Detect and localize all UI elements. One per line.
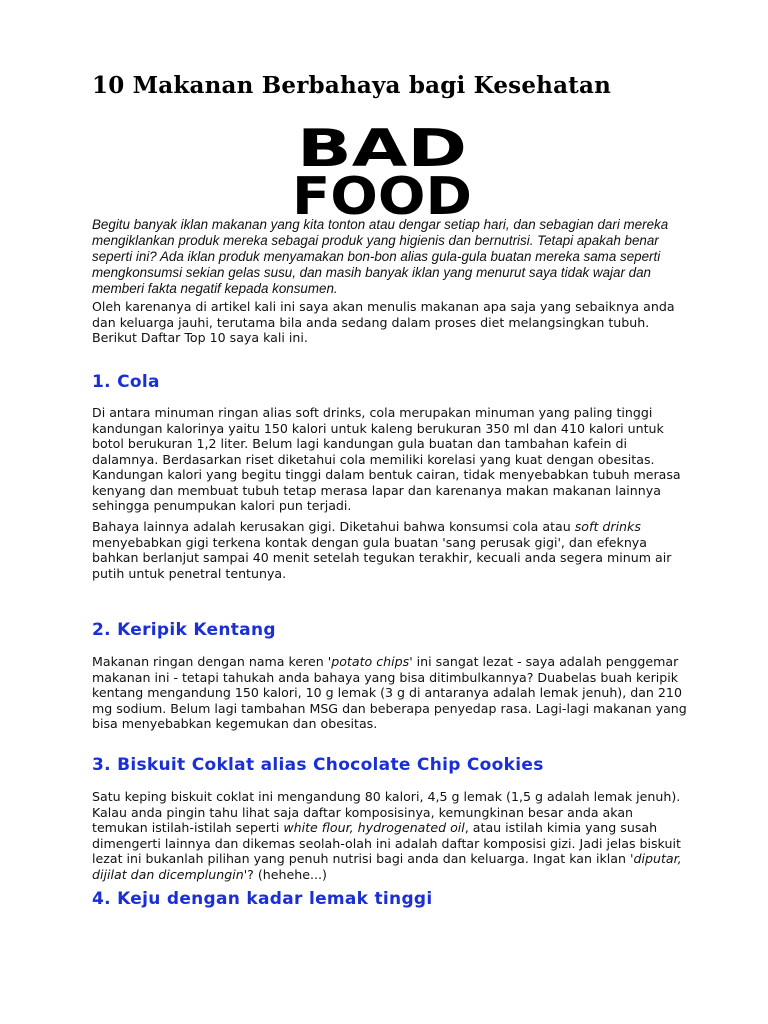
intro-paragraph: Begitu banyak iklan makanan yang kita tonton atau dengar setiap hari, dan sebagian dari mereka mengiklankan produk mereka sebagai produk yang higienis dan bernutrisi. Tetapi apakah benar seperti ini? Ada iklan produk menyamakan bon-bon alias gula-gula buatan mereka sama seperti mengkonsumsi sekian gelas susu, dan masih banyak iklan yang menurut saya tidak wajar dan memberi fakta negatif kepada konsumen.: [92, 217, 669, 296]
biskuit-paragraph: [92, 789, 692, 882]
bad-food-logo-graphic: [290, 118, 474, 218]
article-title: 10 Makanan Berbahaya bagi Kesehatan: [92, 72, 612, 99]
section-heading-cola: 1. Cola: [92, 372, 160, 392]
text-run: Makanan ringan dengan nama keren ': [92, 654, 332, 669]
bad-food-logo: [290, 118, 474, 218]
text-run: '? (hehehe...): [243, 866, 327, 882]
text-run: menyebabkan gigi terkena kontak dengan gula buatan 'sang perusak gigi', dan efeknya bahkan berlanjut sampai 40 menit setelah tegukan terakhir, kecuali anda segera minum air putih untuk penetral tentunya.: [92, 534, 672, 581]
keripik-paragraph: [92, 654, 692, 732]
cola-paragraph-2: [92, 519, 692, 581]
emphasis-text: potato chips: [331, 654, 410, 669]
cola-paragraph-1: Di antara minuman ringan alias soft drinks, cola merupakan minuman yang paling tinggi kandungan kalorinya yaitu 150 kalori untuk kaleng berukuran 350 ml dan 410 kalori untuk botol berukuran 1,2 liter. Belum lagi kandungan gula buatan dan tambahan kafein di dalamnya. Berdasarkan riset diketahui cola memiliki korelasi yang kuat dengan obesitas. Kandungan kalori yang begitu tinggi dalam bentuk cairan, tidak menyebabkan tubuh merasa kenyang dan membuat tubuh tetap merasa lapar dan karenanya makan makanan lainnya sehingga penumpukan kalori pun terjadi.: [92, 405, 681, 513]
text-run: , atau istilah kimia yang susah dimengerti lainnya dan dikemas seolah-olah ini adalah daftar komposisi gizi. Jadi jelas biskuit lezat ini bukanlah pilihan yang penuh nutrisi bagi anda dan keluarga. Ingat kan iklan ': [92, 820, 681, 866]
text-run: ' ini sangat lezat - saya adalah penggemar makanan ini - tetapi tahukah anda bahaya yang bisa ditimbulkannya? Duabelas buah keripik kentang mengandung 150 kalori, 10 g lemak (3 g di antaranya adalah lemak jenuh), dan 210 mg sodium. Belum lagi tambahan MSG dan beberapa penyedap rasa. Lagi-lagi makanan yang bisa menyebabkan kegemukan dan obesitas.: [92, 654, 687, 731]
logo-line-bad: BAD: [297, 119, 467, 179]
emphasis-text: soft drinks: [574, 519, 641, 534]
text-run: Satu keping biskuit coklat ini mengandung 80 kalori, 4,5 g lemak (1,5 g adalah lemak jenuh). Kalau anda pingin tahu lihat saja daftar komposisinya, kemungkinan besar anda akan temukan istilah-istilah seperti: [92, 789, 681, 835]
section-heading-keripik: 2. Keripik Kentang: [92, 620, 276, 640]
logo-line-food: FOOD: [292, 167, 472, 218]
text-run: Bahaya lainnya adalah kerusakan gigi. Diketahui bahwa konsumsi cola atau: [92, 519, 575, 534]
emphasis-text: white flour, hydrogenated oil: [283, 820, 465, 835]
emphasis-text: diputar, dijilat dan dicemplungin: [92, 851, 682, 882]
section-heading-keju: 4. Keju dengan kadar lemak tinggi: [92, 889, 433, 909]
lead-paragraph: Oleh karenanya di artikel kali ini saya akan menulis makanan apa saja yang sebaiknya anda dan keluarga jauhi, terutama bila anda sedang dalam proses diet melangsingkan tubuh. Berikut Daftar Top 10 saya kali ini.: [92, 299, 675, 345]
section-heading-biskuit: 3. Biskuit Coklat alias Chocolate Chip Cookies: [92, 755, 544, 775]
